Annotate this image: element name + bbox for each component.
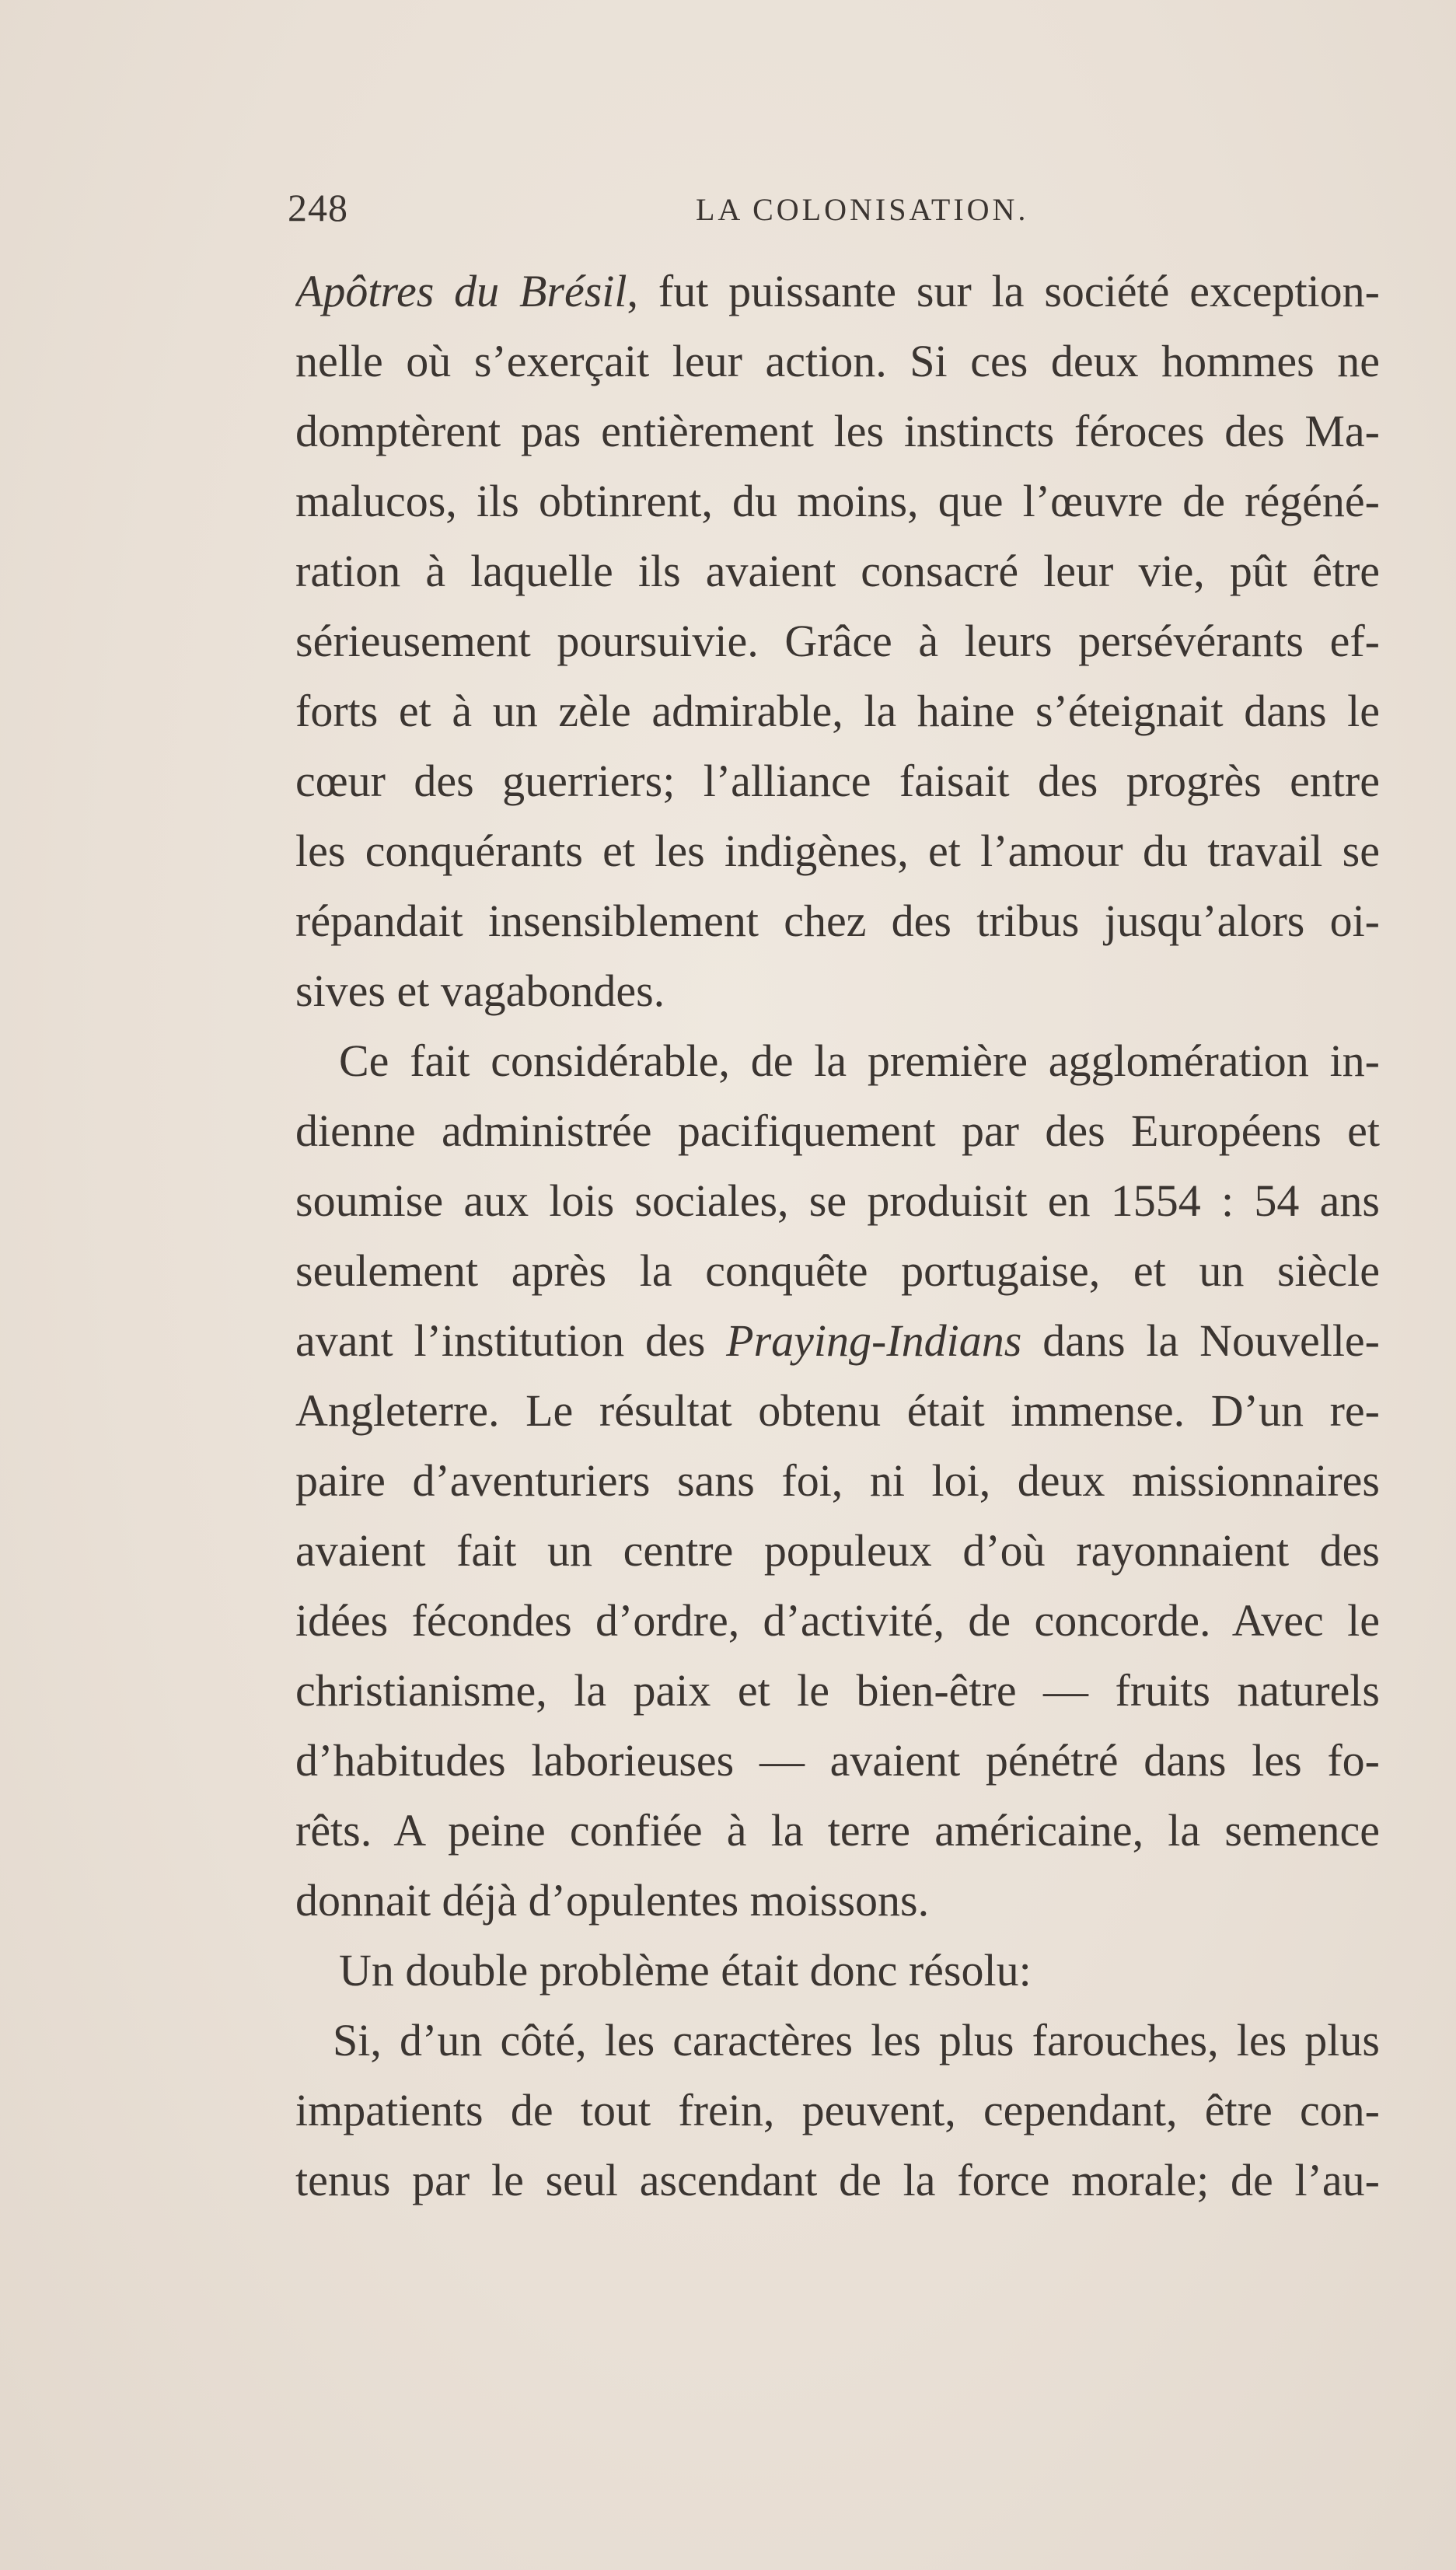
text-line: domptèrent pas entièrement les instincts féroces des Ma- xyxy=(295,406,1380,456)
paragraph-start-line: Si, d’un côté, les caractères les plus farouches, les plus xyxy=(333,2015,1380,2065)
text-line: sives et vagabondes. xyxy=(295,965,665,1016)
text-line: impatients de tout frein, peuvent, cependant, être con- xyxy=(295,2085,1380,2135)
text-line: nelle où s’exerçait leur action. Si ces deux hommes ne xyxy=(295,336,1380,386)
text-line: rêts. A peine confiée à la terre américaine, la semence xyxy=(295,1805,1380,1856)
italic-title: Apôtres du Brésil xyxy=(295,266,627,316)
text-line: cœur des guerriers; l’alliance faisait des progrès entre xyxy=(295,756,1380,806)
paragraph-start-line: Ce fait considérable, de la première agglomération in- xyxy=(339,1035,1380,1086)
page-number: 248 xyxy=(288,186,348,229)
text-line: répandait insensiblement chez des tribus jusqu’alors oi- xyxy=(295,896,1380,946)
paragraph-start-line: Un double problème était donc résolu: xyxy=(339,1945,1032,1996)
running-head: LA COLONISATION. xyxy=(696,192,1029,227)
text-line: sérieusement poursuivie. Grâce à leurs persévérants ef- xyxy=(295,616,1380,666)
text-line: forts et à un zèle admirable, la haine s’éteignait dans le xyxy=(295,686,1380,736)
text-line: d’habitudes laborieuses — avaient pénétré dans les fo- xyxy=(295,1735,1380,1786)
text-line: malucos, ils obtinrent, du moins, que l’œuvre de régéné- xyxy=(295,476,1380,526)
text-line: tenus par le seul ascendant de la force morale; de l’au- xyxy=(295,2155,1380,2205)
text-line: les conquérants et les indigènes, et l’amour du travail se xyxy=(295,826,1380,876)
italic-term: Praying-Indians xyxy=(726,1315,1022,1366)
text-line: soumise aux lois sociales, se produisit en 1554 : 54 ans xyxy=(295,1175,1380,1226)
text-line: paire d’aventuriers sans foi, ni loi, deux missionnaires xyxy=(295,1455,1380,1506)
text-line: seulement après la conquête portugaise, et un siècle xyxy=(295,1245,1380,1296)
text-line: idées fécondes d’ordre, d’activité, de concorde. Avec le xyxy=(295,1595,1380,1646)
text-line: ration à laquelle ils avaient consacré leur vie, pût être xyxy=(295,546,1380,596)
text-line: christianisme, la paix et le bien-être — fruits naturels xyxy=(295,1665,1380,1716)
body-text xyxy=(295,257,1380,2216)
text-line: Angleterre. Le résultat obtenu était immense. D’un re- xyxy=(295,1385,1380,1436)
text-line: donnait déjà d’opulentes moissons. xyxy=(295,1875,930,1926)
text-line: Apôtres du Brésil, fut puissante sur la société exception- xyxy=(295,266,1380,316)
text-line: dienne administrée pacifiquement par des Européens et xyxy=(295,1105,1380,1156)
text-line: avant l’institution des Praying-Indians dans la Nouvelle- xyxy=(295,1315,1380,1366)
text-line: avaient fait un centre populeux d’où rayonnaient des xyxy=(295,1525,1380,1576)
page-header xyxy=(288,185,1376,232)
